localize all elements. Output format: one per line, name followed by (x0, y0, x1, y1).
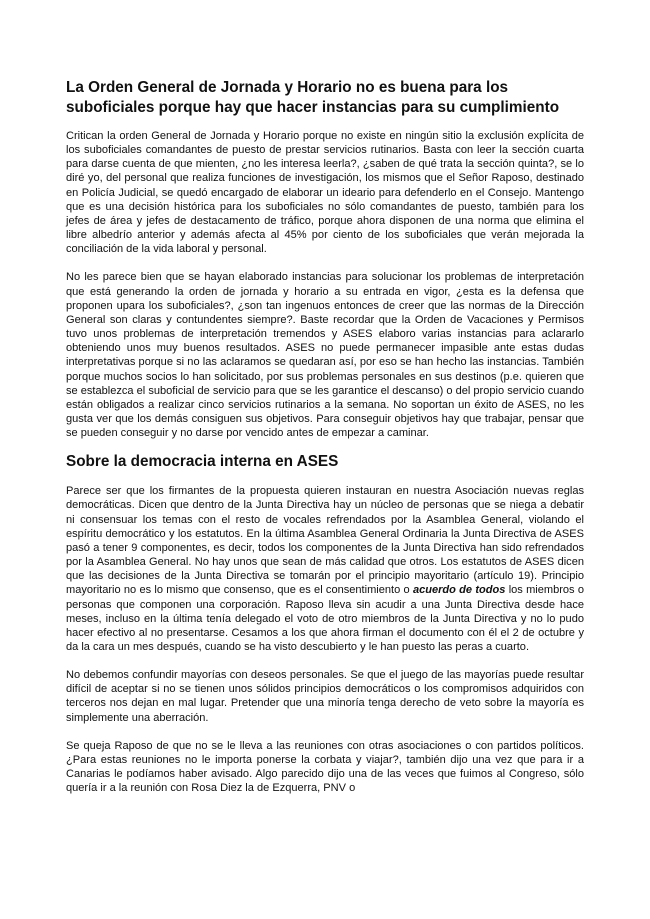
paragraph-democracia-text-a: Parece ser que los firmantes de la propuesta quieren instauran en nuestra Asociación nuevas reglas democráticas. Dicen que dentro de la Junta Directiva hay un núcleo de personas que se niega a debatir ni consensuar los temas con el resto de vocales refrendados por la Asamblea General, violando el espíritu democrático y los estatutos. En la última Asamblea General Ordinaria la Junta Directiva de ASES pasó a tener 9 componentes, es decir, todos los componentes de la Junta Directiva han sido refrendados por la Asamblea General. No hay unos que sean de más calidad que otros. Los estatutos de ASES dicen que las decisiones de la Junta Directiva se tomarán por el principio mayoritario (artículo 19). Principio mayoritario no es lo mismo que consenso, que es el consentimiento o (66, 485, 584, 597)
paragraph-queja-raposo: Se queja Raposo de que no se le lleva a las reuniones con otras asociaciones o con partidos políticos. ¿Para estas reuniones no le importa ponerse la corbata y viajar?, también dijo una vez que para ir a Canarias le podíamos haber avisado. Algo parecido dijo una de las veces que fuimos al Congreso, sólo quería ir a la reunión con Rosa Diez la de Ezquerra, PNV o (66, 739, 584, 795)
document-content (66, 78, 584, 795)
section-title-jornada: La Orden General de Jornada y Horario no es buena para los suboficiales porque hay que hacer instancias para su cumplimiento (66, 79, 560, 116)
paragraph-democracia (66, 484, 584, 654)
paragraph-mayorias: No debemos confundir mayorías con deseos personales. Se que el juego de las mayorías puede resultar difícil de aceptar si no se tienen unos sólidos principios democráticos o los compromisos adquiridos con terceros nos dejan en mal lugar. Pretender que una minoría tenga derecho de veto sobre la mayoría es simplemente una aberración. (66, 669, 584, 724)
paragraph-critican: Critican la orden General de Jornada y Horario porque no existe en ningún sitio la exclusión explícita de los suboficiales comandantes de puesto de prestar servicios rutinarios. Basta con leer la sección cuarta para darse cuenta de que mienten, ¿no les interesa leerla?, ¿saben de qué trata la sección quinta?, se lo diré yo, del personal que realiza funciones de investigación, los mismos que el Señor Raposo, destinado en Policía Judicial, se quedó encargado de elaborar un ideario para defenderlo en el Consejo. Mantengo que es una decisión histórica para los suboficiales no sólo comandantes de puesto, también para los jefes de área y jefes de destacamento de tráfico, porque ahora disponen de una norma que elimina el libre albedrío anterior y además afecta al 45% por ciento de los suboficiales que verán mejorada la conciliación de la vida laboral y personal. (66, 130, 584, 256)
section-title-democracia: Sobre la democracia interna en ASES (66, 453, 339, 471)
emphasis-acuerdo-de-todos: acuerdo de todos (412, 584, 506, 597)
paragraph-instancias: No les parece bien que se hayan elaborado instancias para solucionar los problemas de interpretación que está generando la orden de jornada y horario a su entrada en vigor, ¿esta es la defensa que proponen upara los suboficiales?, ¿son tan ingenuos entonces de creer que las normas de la Dirección General son claras y contundentes siempre?. Baste recordar que la Orden de Vacaciones y Permisos tuvo unos problemas de interpretación tremendos y ASES elaboro varias instancias para aclararlo obteniendo unos muy buenos resultados. ASES no puede permanecer impasible ante estas dudas interpretativas porque si no las aclaramos se quedaran así, por eso se han hecho las instancias. También porque muchos socios lo han solicitado, por sus problemas personales en sus destinos (p.e. quieren que se establezca el suboficial de servicio para que se les garantice el descanso) o del propio servicio cuando están obligados a realizar cinco servicios rutinarios a la semana. No soportan un éxito de ASES, no les gusta ver que los demás consiguen sus objetivos. Para conseguir objetivos hay que trabajar, pensar que se pueden conseguir y no darse por vencido antes de empezar a caminar. (66, 271, 584, 440)
paragraph-democracia-text-b: los miembros o personas que componen una corporación. Raposo lleva sin acudir a una Junta Directiva desde hace meses, incluso en la última tenía delegado el voto de otro miembros de la Junta Directiva y no lo pudo hacer efectivo al no presentarse. Cesamos a los que ahora firman el documento con él el 2 de octubre y da la cara un mes después, cuando se ha visto descubierto y le han puesto las peras a cuarto. (66, 584, 584, 653)
